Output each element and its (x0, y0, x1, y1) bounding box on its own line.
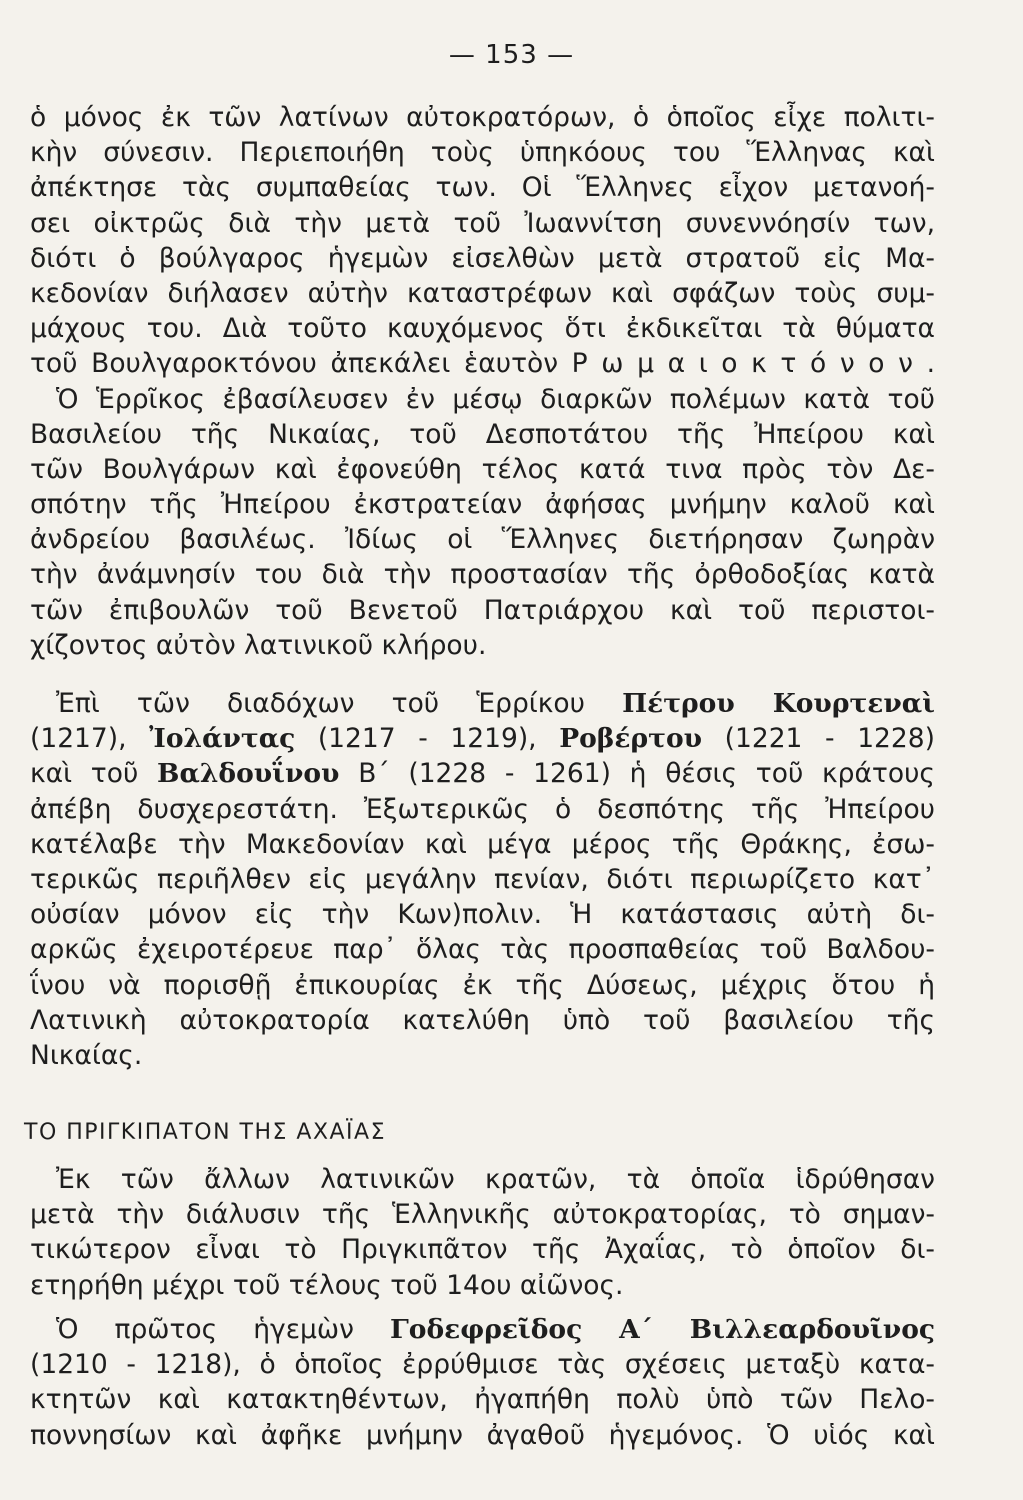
text-line: οὐσίαν μόνον εἰς τὴν Κων)πολιν. Ἡ κατάστασις αὐτὴ δι- (30, 899, 935, 931)
text-run: Β΄ (1228 - 1261) ἡ θέσις τοῦ κράτους (358, 758, 935, 790)
text-run: (1217), (30, 723, 127, 755)
text-run: καὶ τοῦ (30, 758, 139, 790)
text-line: αρκῶς ἐχειροτέρευε παρ᾿ ὅλας τὰς προσπαθείας τοῦ Βαλδου- (30, 934, 935, 966)
section-heading: ΤΟ ΠΡΙΓΚΙΠΑΤΟΝ ΤΗΣ ΑΧΑΪΑΣ (24, 1120, 386, 1145)
text-line: ετηρήθη μέχρι τοῦ τέλους τοῦ 14ου αἰῶνος. (30, 1269, 624, 1301)
bold-name: Πέτρου Κουρτεναὶ (622, 688, 935, 719)
text-line: διότι ὁ βούλγαρος ἡγεμὼν εἰσελθὼν μετὰ στρατοῦ εἰς Μα- (30, 242, 935, 274)
text-line: τοῦ Βουλγαροκτόνου ἀπεκάλει ἑαυτὸν Ρ ω μ α ι ο κ τ ό ν ο ν . (30, 348, 935, 380)
text-line: Ἐκ τῶν ἄλλων λατινικῶν κρατῶν, τὰ ὁποῖα ἱδρύθησαν (56, 1164, 935, 1195)
bold-name: Βαλδουΐνου (157, 758, 340, 790)
text-line: ἀνδρείου βασιλέως. Ἰδίως οἱ Ἕλληνες διετήρησαν ζωηρὰν (30, 524, 935, 556)
page-number: — 153 — (448, 40, 575, 70)
text-line: σπότην τῆς Ἠπείρου ἐκστρατείαν ἀφήσας μνήμην καλοῦ καὶ (30, 489, 935, 521)
text-line: κατέλαβε τὴν Μακεδονίαν καὶ μέγα μέρος τῆς Θράκης, ἐσω- (30, 828, 935, 860)
text-line: Νικαίας. (30, 1039, 143, 1071)
text-line: σει οἰκτρῶς διὰ τὴν μετὰ τοῦ Ἰωαννίτση συνεννόησίν των, (30, 207, 935, 239)
text-line: Ὁ Ἑρρῖκος ἐβασίλευσεν ἐν μέσῳ διαρκῶν πολέμων κατὰ τοῦ (56, 383, 935, 415)
paragraph-block-2 (30, 686, 935, 1073)
text-line: κεδονίαν διήλασεν αὐτὴν καταστρέφων καὶ σφάζων τοὺς συμ- (30, 277, 935, 309)
text-line: κὴν σύνεσιν. Περιεποιήθη τοὺς ὑπηκόους του Ἕλληνας καὶ (30, 137, 935, 169)
text-line: κτητῶν καὶ κατακτηθέντων, ἠγαπήθη πολὺ ὑπὸ τῶν Πελο- (30, 1384, 935, 1416)
paragraph-block-1 (30, 100, 935, 663)
text-line: ἀπέβη δυσχερεστάτη. Ἐξωτερικῶς ὁ δεσπότης τῆς Ἠπείρου (30, 793, 935, 825)
text-line: μετὰ τὴν διάλυσιν τῆς Ἑλληνικῆς αὐτοκρατορίας, τὸ σημαν- (30, 1199, 935, 1231)
text-run: (1221 - 1228) (724, 723, 935, 755)
text-line: Βασιλείου τῆς Νικαίας, τοῦ Δεσποτάτου τῆς Ἠπείρου καὶ (30, 418, 935, 450)
bold-name: Ἰολάντας (149, 723, 296, 755)
text-run: Ἐπὶ τῶν διαδόχων τοῦ Ἑρρίκου (56, 688, 585, 719)
text-line: χίζοντος αὐτὸν λατινικοῦ κλήρου. (30, 629, 487, 661)
text-line (30, 1312, 935, 1347)
text-line: (1210 - 1218), ὁ ὁποῖος ἐρρύθμισε τὰς σχέσεις μεταξὺ κατα- (30, 1349, 935, 1381)
text-line (30, 721, 935, 756)
text-line: τῶν ἐπιβουλῶν τοῦ Βενετοῦ Πατριάρχου καὶ τοῦ περιστοι- (30, 594, 935, 626)
text-line: τὴν ἀνάμνησίν του διὰ τὴν προστασίαν τῆς ὀρθοδοξίας κατὰ (30, 559, 935, 591)
bold-name: Ροβέρτου (559, 723, 703, 755)
text-run: (1217 - 1219), (317, 723, 537, 755)
text-line: ΐνου νὰ πορισθῇ ἐπικουρίας ἐκ τῆς Δύσεως, μέχρις ὅτου ἡ (30, 969, 935, 1001)
text-line: μάχους του. Διὰ τοῦτο καυχόμενος ὅτι ἐκδικεῖται τὰ θύματα (30, 313, 935, 345)
text-line: Λατινικὴ αὐτοκρατορία κατελύθη ὑπὸ τοῦ βασιλείου τῆς (30, 1004, 935, 1036)
text-run: Ὁ πρῶτος ἡγεμὼν (56, 1314, 354, 1345)
paragraph-block-3 (30, 1162, 935, 1303)
text-line: ποννησίων καὶ ἀφῆκε μνήμην ἀγαθοῦ ἡγεμόνος. Ὁ υἱός καὶ (30, 1419, 935, 1451)
text-line (30, 756, 935, 791)
paragraph-block-4 (30, 1312, 935, 1453)
text-line: τῶν Βουλγάρων καὶ ἐφονεύθη τέλος κατά τινα πρὸς τὸν Δε- (30, 453, 935, 485)
text-line: τικώτερον εἶναι τὸ Πριγκιπᾶτον τῆς Ἀχαΐας, τὸ ὁποῖον δι- (30, 1234, 935, 1266)
text-line: ἀπέκτησε τὰς συμπαθείας των. Οἱ Ἕλληνες εἶχον μετανοή- (30, 172, 935, 204)
bold-name: Γοδεφρεῖδος Α΄ Βιλλεαρδουῖνος (389, 1314, 935, 1345)
text-line: τερικῶς περιῆλθεν εἰς μεγάλην πενίαν, διότι περιωρίζετο κατ᾿ (30, 863, 935, 895)
text-line: ὁ μόνος ἐκ τῶν λατίνων αὐτοκρατόρων, ὁ ὁποῖος εἶχε πολιτι- (30, 102, 935, 133)
text-line (30, 686, 935, 721)
